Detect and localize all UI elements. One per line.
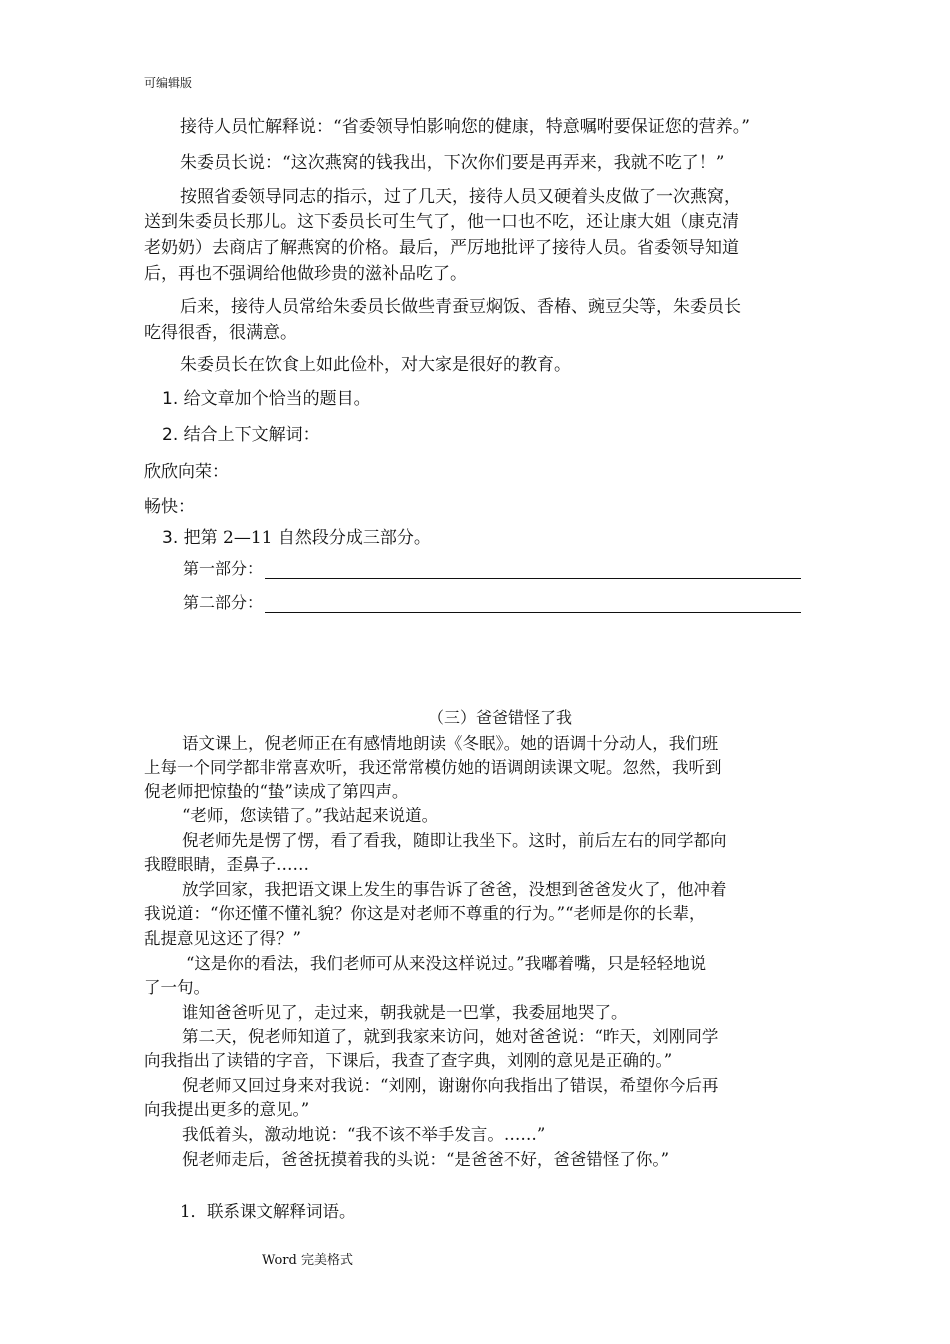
question-3 (162, 523, 431, 548)
paragraph-line: 乱提意见这还了得？” (144, 929, 301, 948)
paragraph-line: “这是你的看法，我们老师可从来没这样说过。”我嘟着嘴，只是轻轻地说 (186, 954, 707, 973)
paragraph-line: 送到朱委员长那儿。这下委员长可生气了，他一口也不吃，还让康大姐（康克清 (144, 212, 739, 232)
question-2 (162, 420, 320, 445)
paragraph-line: 按照省委领导同志的指示，过了几天，接待人员又硬着头皮做了一次燕窝， (180, 187, 741, 207)
paragraph-line: 谁知爸爸听见了，走过来，朝我就是一巴掌，我委屈地哭了。 (182, 1003, 628, 1022)
paragraph-line: 了一句。 (144, 978, 210, 997)
paragraph-line: 倪老师又回过身来对我说：“刘刚，谢谢你向我指出了错误，希望你今后再 (182, 1076, 719, 1095)
paragraph-line: 我说道：“你还懂不懂礼貌？你这是对老师不尊重的行为。”“老师是你的长辈， (144, 904, 706, 923)
paragraph-line: 倪老师先是愣了愣，看了看我，随即让我坐下。这时，前后左右的同学都向 (182, 831, 727, 850)
answer-row-part-2 (183, 590, 801, 613)
answer-row-part-1 (183, 556, 801, 579)
question-text: 结合上下文解词： (183, 425, 320, 445)
question-number: 2. (162, 425, 179, 445)
paragraph-line: 倪老师走后，爸爸抚摸着我的头说：“是爸爸不好，爸爸错怪了你。” (182, 1150, 670, 1169)
paragraph-line: 语文课上，倪老师正在有感情地朗读《冬眠》。她的语调十分动人，我们班 (182, 734, 719, 753)
paragraph-line: 向我提出更多的意见。” (144, 1100, 310, 1119)
paragraph-line: 第二天，倪老师知道了，就到我家来访问，她对爸爸说：“昨天，刘刚同学 (182, 1027, 719, 1046)
question-text: 给文章加个恰当的题目。 (183, 389, 371, 409)
word-definition-prompt: 畅快： (144, 497, 195, 517)
paragraph-line: 向我指出了读错的字音，下课后，我查了查字典，刘刚的意见是正确的。” (144, 1051, 673, 1070)
paragraph-line: 放学回家，我把语文课上发生的事告诉了爸爸，没想到爸爸发火了，他冲着 (182, 880, 727, 899)
paragraph-line: 接待人员忙解释说：“省委领导怕影响您的健康，特意嘱咐要保证您的营养。” (180, 117, 750, 137)
answer-label: 第一部分： (183, 559, 264, 578)
paragraph-line: 上每一个同学都非常喜欢听，我还常常模仿她的语调朗读课文呢。忽然，我听到 (144, 758, 722, 777)
question-number: 1. (162, 389, 179, 409)
question-1 (162, 384, 371, 409)
answer-blank[interactable] (265, 560, 801, 579)
word-definition-prompt: 欣欣向荣： (144, 462, 229, 482)
paragraph-line: 朱委员长在饮食上如此俭朴，对大家是很好的教育。 (180, 355, 571, 375)
paragraph-line: 朱委员长说：“这次燕窝的钱我出，下次你们要是再弄来，我就不吃了！” (180, 153, 725, 173)
paragraph-line: 我瞪眼睛，歪鼻子…… (144, 855, 309, 874)
answer-label: 第二部分： (183, 593, 264, 612)
paragraph-line: 倪老师把惊蛰的“蛰”读成了第四声。 (144, 782, 409, 801)
page-header: 可编辑版 (144, 76, 193, 90)
paragraph-line: 我低着头，激动地说：“我不该不举手发言。……” (182, 1125, 546, 1144)
question-number: 3. (162, 528, 179, 548)
paragraph-line: 老奶奶）去商店了解燕窝的价格。最后，严厉地批评了接待人员。省委领导知道 (144, 238, 739, 258)
answer-blank[interactable] (265, 594, 801, 613)
paragraph-line: 吃得很香，很满意。 (144, 323, 297, 343)
question-text: 把第 2—11 自然段分成三部分。 (183, 528, 431, 548)
page-footer: Word 完美格式 (262, 1253, 353, 1268)
paragraph-line: 后，再也不强调给他做珍贵的滋补品吃了。 (144, 264, 467, 284)
paragraph-line: “老师，您读错了。”我站起来说道。 (182, 806, 439, 825)
paragraph-line: 后来，接待人员常给朱委员长做些青蚕豆焖饭、香椿、豌豆尖等，朱委员长 (180, 297, 741, 317)
section-title: （三）爸爸错怪了我 (427, 708, 572, 727)
question-1: 1．联系课文解释词语。 (180, 1202, 356, 1221)
